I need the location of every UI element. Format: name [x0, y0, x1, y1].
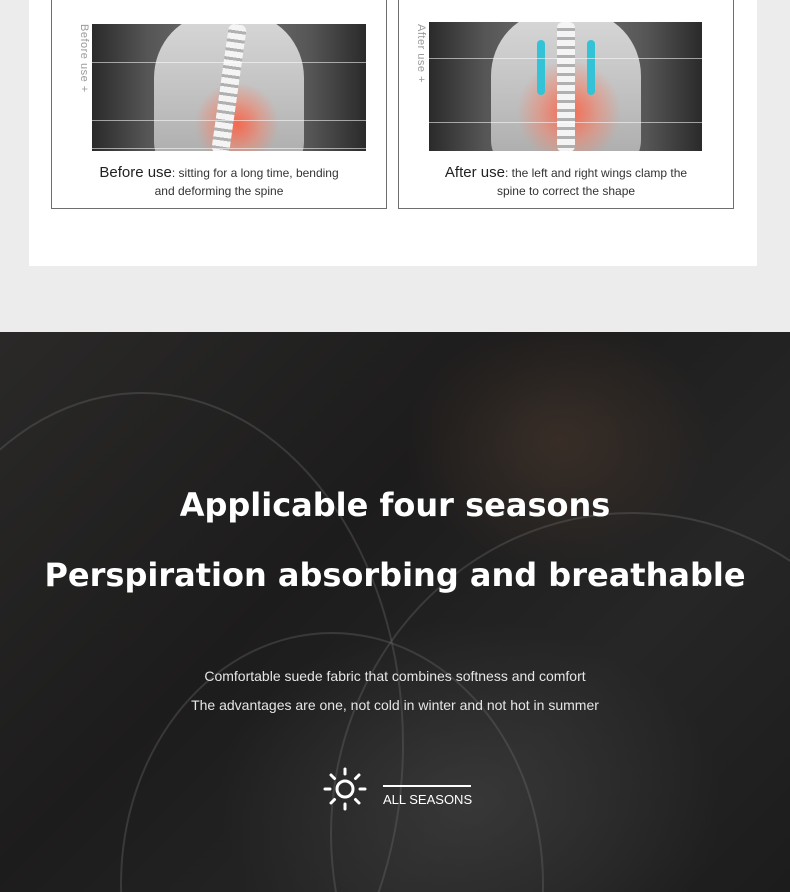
comparison-card	[29, 0, 757, 266]
sun-icon	[322, 766, 368, 812]
before-caption-text2: and deforming the spine	[154, 184, 284, 198]
right-wing	[587, 40, 595, 95]
after-caption-text2: spine to correct the shape	[496, 184, 636, 198]
guide-line	[429, 58, 702, 59]
guide-line	[92, 148, 366, 149]
before-use-panel	[51, 0, 387, 209]
badge-divider	[383, 785, 471, 787]
before-caption	[52, 164, 386, 200]
hero-desc-line1: Comfortable suede fabric that combines softness and comfort	[204, 668, 586, 684]
after-use-image	[429, 22, 702, 151]
before-side-label: Before use +	[78, 24, 90, 93]
before-use-image	[92, 24, 366, 151]
guide-line	[92, 120, 366, 121]
hero-title-line1: Applicable four seasons	[179, 486, 611, 524]
before-caption-lead: Before use	[99, 164, 172, 181]
hero-title-line2: Perspiration absorbing and breathable	[44, 556, 746, 594]
after-caption-lead: After use	[444, 164, 505, 181]
after-use-panel	[398, 0, 734, 209]
after-caption-text1: : the left and right wings clamp the	[504, 166, 688, 180]
guide-line	[92, 62, 366, 63]
left-wing	[537, 40, 545, 95]
before-caption-text1: : sitting for a long time, bending	[171, 166, 339, 180]
spine-figure	[557, 22, 575, 151]
four-seasons-section	[0, 332, 790, 892]
all-seasons-badge	[322, 766, 482, 816]
guide-line	[429, 122, 702, 123]
spine-comparison-section	[0, 0, 790, 322]
hero-desc-line2: The advantages are one, not cold in winter and not hot in summer	[191, 697, 599, 713]
after-caption	[399, 164, 733, 200]
badge-label: ALL SEASONS	[383, 792, 473, 807]
after-side-label: After use +	[415, 24, 427, 84]
